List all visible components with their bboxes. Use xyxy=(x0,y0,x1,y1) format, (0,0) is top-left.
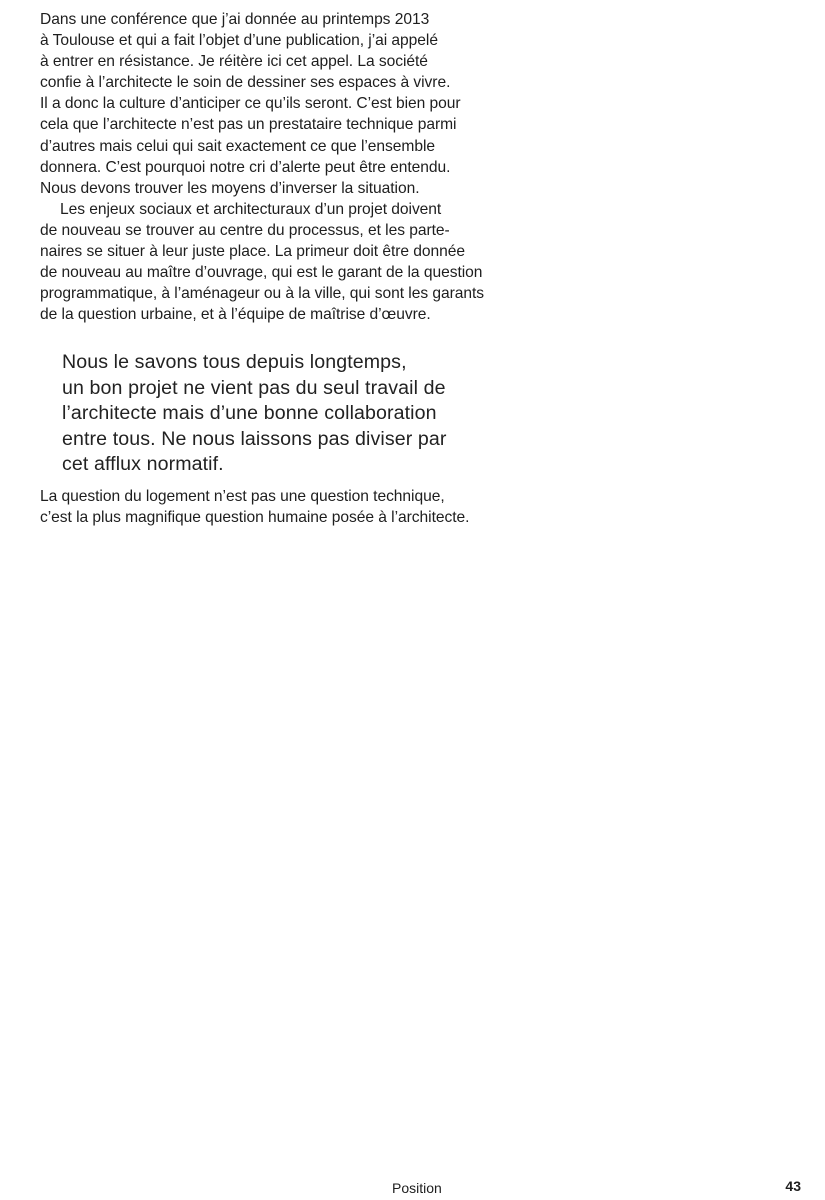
page-number: 43 xyxy=(785,1178,801,1194)
text-line: d’autres mais celui qui sait exactement ce que l’ensemble xyxy=(40,137,435,155)
body-text xyxy=(40,9,560,325)
paragraph-2 xyxy=(40,199,560,326)
quote-line: Nous le savons tous depuis longtemps, xyxy=(62,351,407,373)
text-line: de la question urbaine, et à l’équipe de maîtrise d’œuvre. xyxy=(40,306,431,324)
text-line: confie à l’architecte le soin de dessiner ses espaces à vivre. xyxy=(40,74,451,92)
text-line: donnera. C’est pourquoi notre cri d’alerte peut être entendu. xyxy=(40,158,451,176)
text-line: à entrer en résistance. Je réitère ici cet appel. La société xyxy=(40,53,428,71)
text-line: de nouveau se trouver au centre du processus, et les parte- xyxy=(40,221,450,239)
text-line: cela que l’architecte n’est pas un prestataire technique parmi xyxy=(40,116,457,134)
text-line: La question du logement n’est pas une question technique, xyxy=(40,488,445,505)
pull-quote xyxy=(62,350,562,478)
quote-line: un bon projet ne vient pas du seul travail de xyxy=(62,376,446,399)
text-line: programmatique, à l’aménageur ou à la ville, qui sont les garants xyxy=(40,285,485,303)
quote-line: l’architecte mais d’une bonne collaboration xyxy=(62,402,437,425)
text-line: Les enjeux sociaux et architecturaux d’un projet doivent xyxy=(60,200,442,218)
running-footer-section: Position xyxy=(392,1180,442,1196)
text-line: Il a donc la culture d’anticiper ce qu’ils seront. C’est bien pour xyxy=(40,95,461,113)
text-line: c’est la plus magnifique question humaine posée à l’architecte. xyxy=(40,509,470,527)
text-line: de nouveau au maître d’ouvrage, qui est le garant de la question xyxy=(40,264,483,282)
text-line: à Toulouse et qui a fait l’objet d’une publication, j’ai appelé xyxy=(40,32,438,50)
paragraph-3 xyxy=(40,486,560,528)
text-line: Dans une conférence que j’ai donnée au printemps 2013 xyxy=(40,11,430,28)
quote-line: entre tous. Ne nous laissons pas diviser par xyxy=(62,427,447,450)
paragraph-1 xyxy=(40,9,560,199)
text-line: Nous devons trouver les moyens d’inverser la situation. xyxy=(40,179,420,197)
quote-line: cet afflux normatif. xyxy=(62,453,224,476)
text-line: naires se situer à leur juste place. La primeur doit être donnée xyxy=(40,243,466,261)
